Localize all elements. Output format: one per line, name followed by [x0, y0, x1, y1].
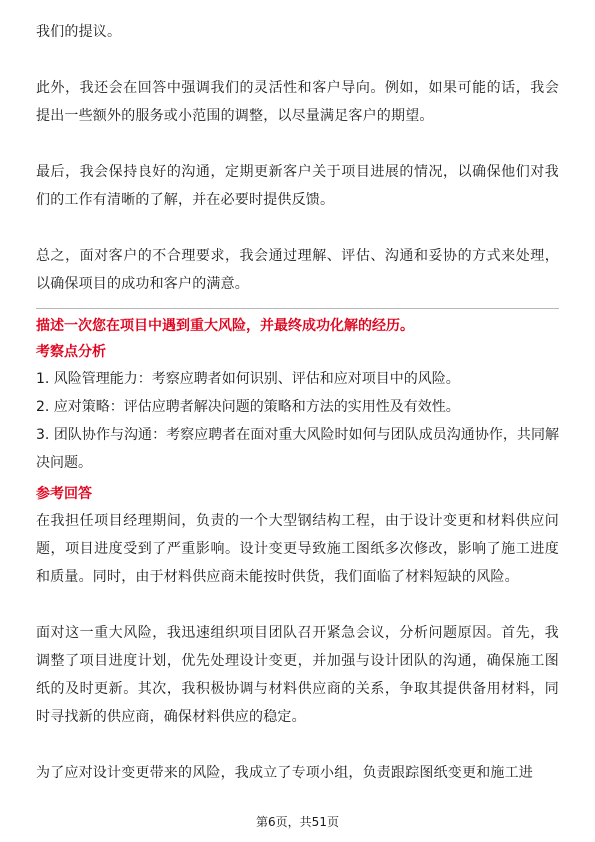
section-divider — [36, 308, 559, 309]
analysis-item: 3. 团队协作与沟通：考察应聘者在面对重大风险时如何与团队成员沟通协作，共同解决问题。 — [36, 427, 559, 471]
paragraph-gap — [36, 591, 559, 619]
paragraph-gap — [36, 731, 559, 759]
answer-paragraph: 为了应对设计变更带来的风险，我成立了专项小组，负责跟踪图纸变更和施工进 — [36, 765, 533, 781]
interview-question: 描述一次您在项目中遇到重大风险，并最终成功化解的经历。 — [36, 318, 414, 334]
page-number: 第6页，共51页 — [256, 815, 339, 829]
body-paragraph: 最后，我会保持良好的沟通，定期更新客户关于项目进展的情况，以确保他们对我们的工作有清晰的了解，并在必要时提供反馈。 — [36, 164, 559, 208]
paragraph-gap — [36, 214, 559, 242]
body-paragraph: 总之，面对客户的不合理要求，我会通过理解、评估、沟通和妥协的方式来处理，以确保项目的成功和客户的满意。 — [36, 248, 559, 292]
analysis-heading: 考察点分析 — [36, 344, 106, 360]
answer-heading: 参考回答 — [36, 486, 92, 502]
paragraph-gap — [36, 46, 559, 74]
page-footer — [0, 813, 595, 830]
document-page — [36, 18, 559, 787]
body-paragraph: 我们的提议。 — [36, 24, 122, 40]
analysis-item: 1. 风险管理能力：考察应聘者如何识别、评估和应对项目中的风险。 — [36, 371, 460, 387]
body-paragraph: 此外，我还会在回答中强调我们的灵活性和客户导向。例如，如果可能的话，我会提出一些额外的服务或小范围的调整，以尽量满足客户的期望。 — [36, 80, 559, 124]
answer-paragraph: 在我担任项目经理期间，负责的一个大型钢结构工程，由于设计变更和材料供应问题，项目进度受到了严重影响。设计变更导致施工图纸多次修改，影响了施工进度和质量。同时，由于材料供应商未能按时供货，我们面临了材料短缺的风险。 — [36, 513, 559, 585]
paragraph-gap — [36, 130, 559, 158]
analysis-item: 2. 应对策略：评估应聘者解决问题的策略和方法的实用性及有效性。 — [36, 399, 460, 415]
answer-paragraph: 面对这一重大风险，我迅速组织项目团队召开紧急会议，分析问题原因。首先，我调整了项目进度计划，优先处理设计变更，并加强与设计团队的沟通，确保施工图纸的及时更新。其次，我积极协调与材料供应商的关系，争取其提供备用材料，同时寻找新的供应商，确保材料供应的稳定。 — [36, 625, 559, 725]
